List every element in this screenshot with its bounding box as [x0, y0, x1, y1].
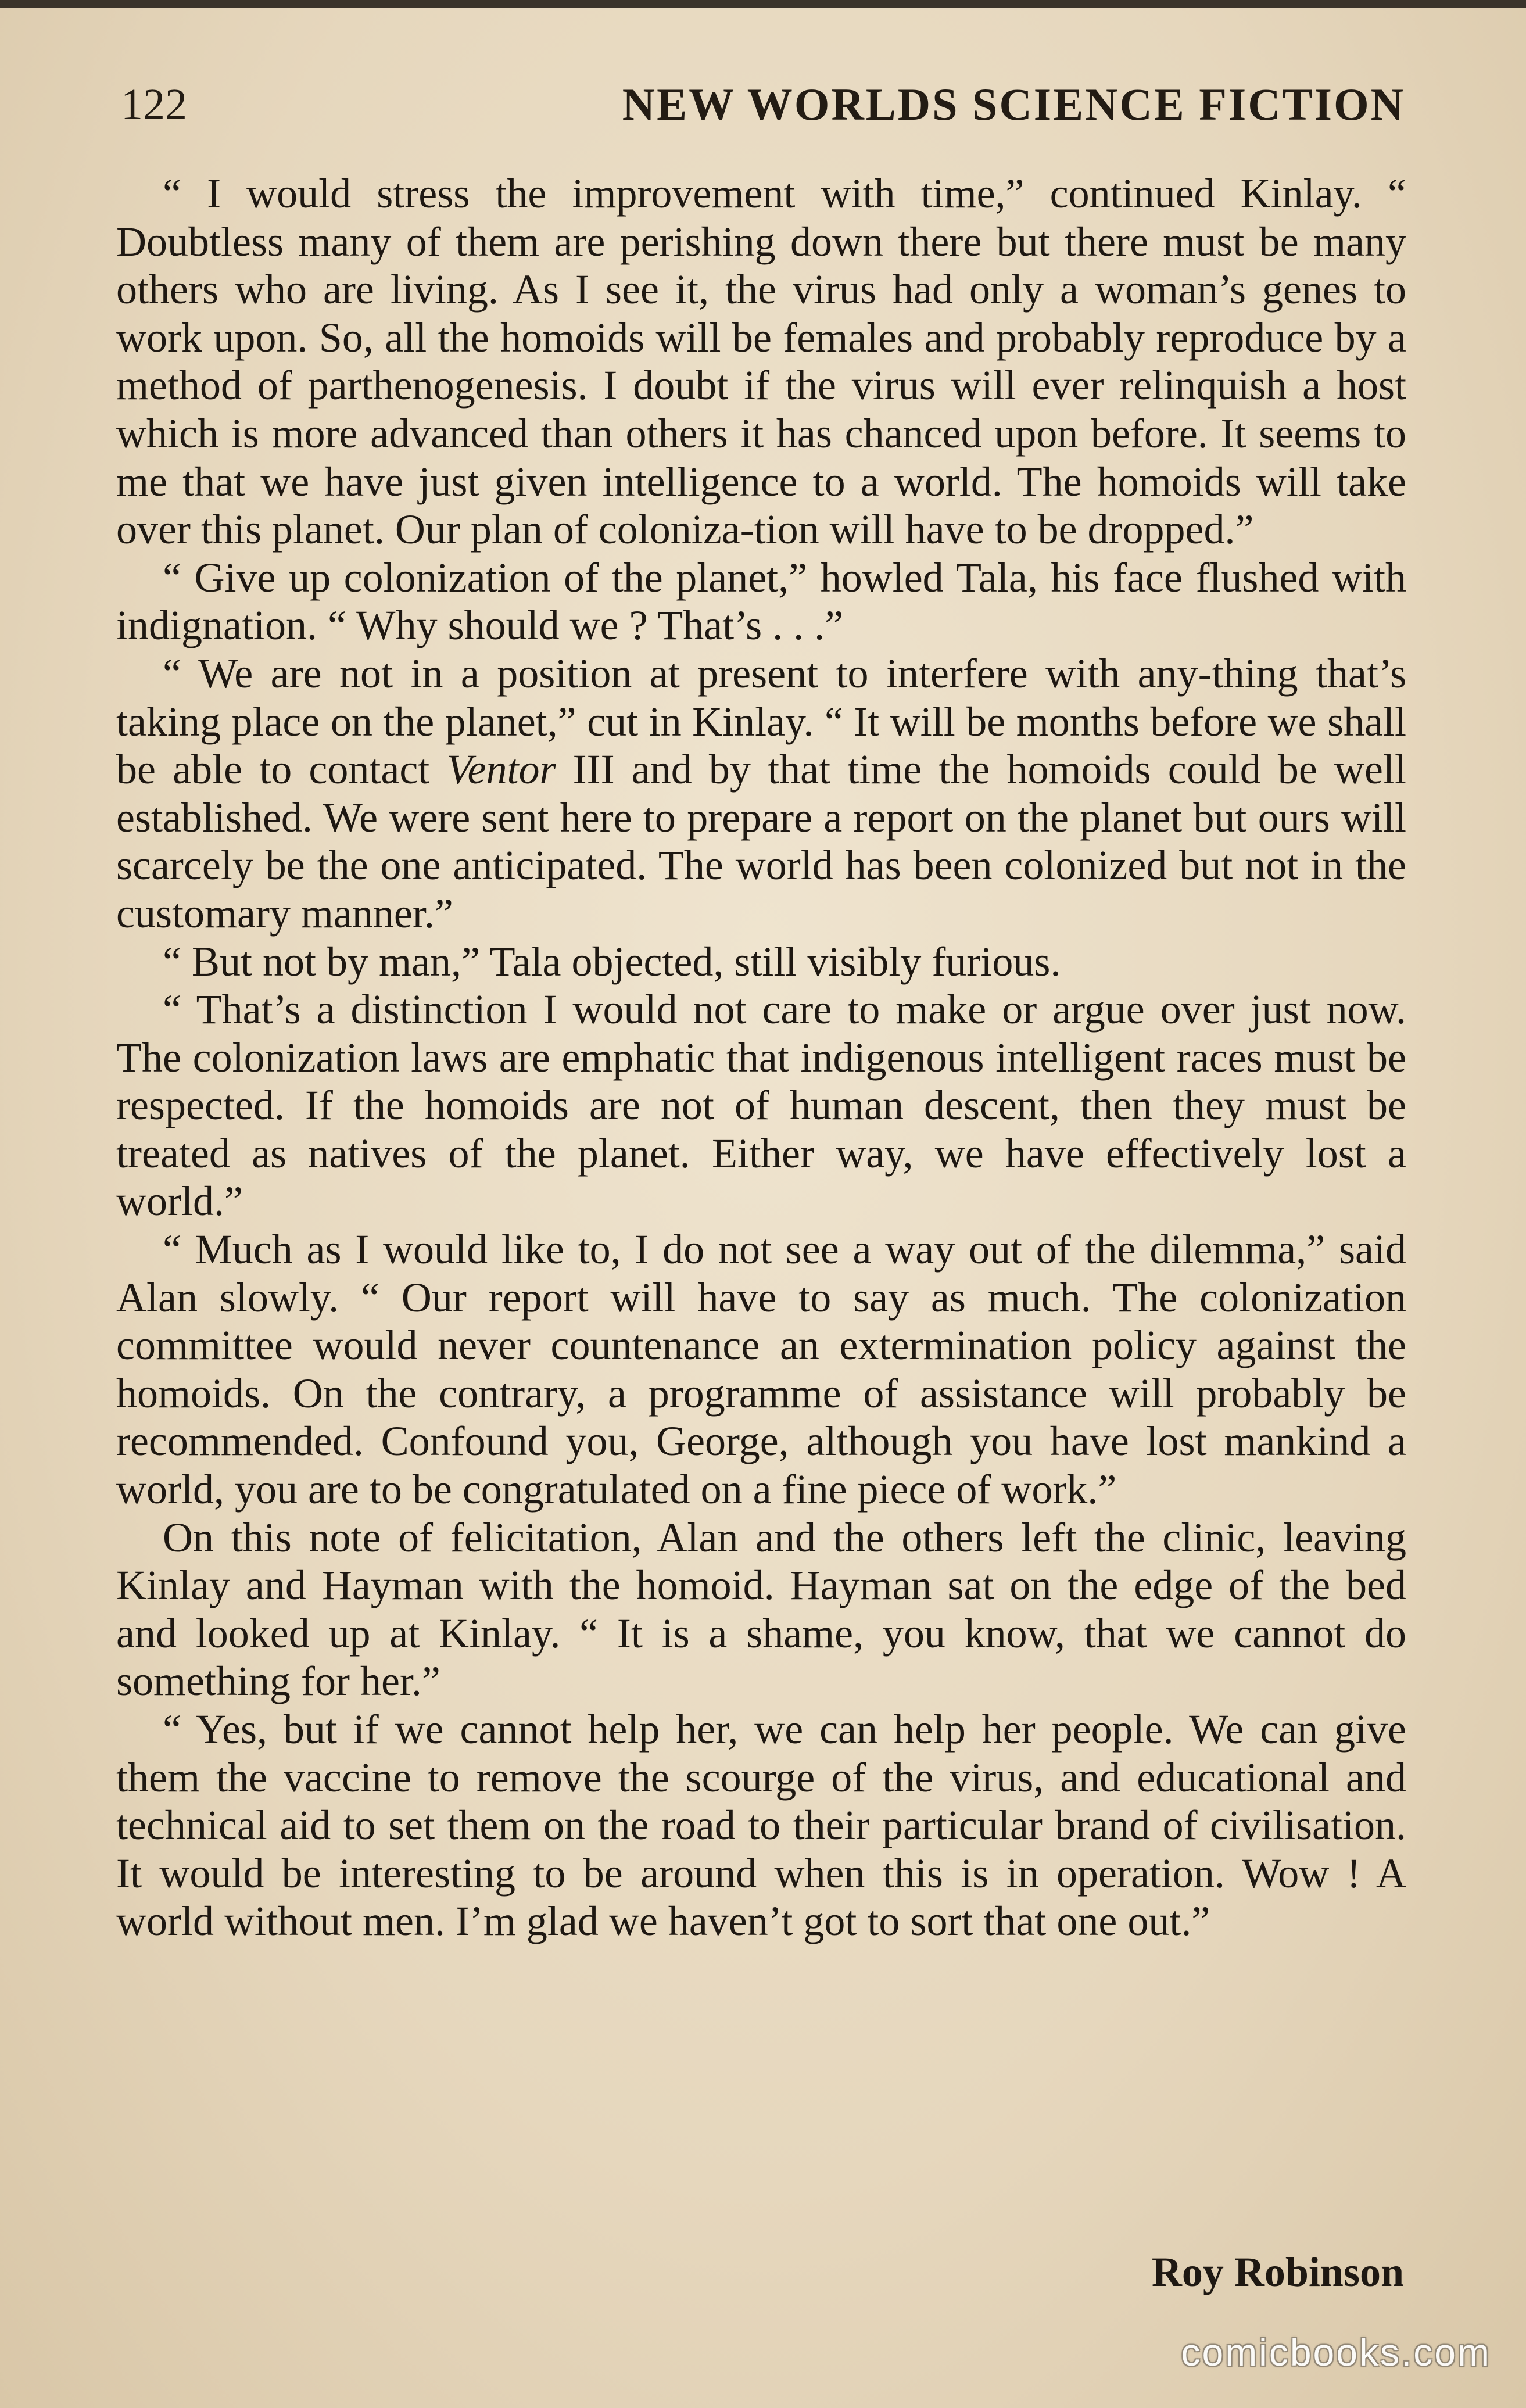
paragraph [116, 650, 1406, 938]
watermark: comicbooks.com [1181, 2331, 1491, 2374]
story-text [116, 170, 1406, 1945]
paragraph-text-after: III and by that time the homoids could be well established. We were sent here to prepare a report on the planet but ours will scarcely be the one anticipated. The world has been colonized but not in the customary manner.” [116, 746, 1407, 937]
paragraph: On this note of felicitation, Alan and the others left the clinic, leaving Kinlay and Hayman with the homoid. Hayman sat on the edge of the bed and looked up at Kinlay. “ It is a shame, you know, that we cannot do something for her.” [116, 1514, 1406, 1705]
paragraph: “ But not by man,” Tala objected, still visibly furious. [163, 938, 1061, 985]
author-signature: Roy Robinson [1151, 2249, 1404, 2295]
paragraph-text-before: “ We are not in a position at present to interfere with any-thing that’s taking place on the planet,” cut in Kinlay. “ It will be months before we shall be able to contact [116, 650, 1406, 793]
page-header [121, 70, 1405, 139]
running-title: NEW WORLDS SCIENCE FICTION [622, 79, 1405, 130]
paragraph: “ That’s a distinction I would not care to make or argue over just now. The colonization laws are emphatic that indigenous intelligent races must be respected. If the homoids are not of human descent, then they must be treated as natives of the planet. Either way, we have effectively lost a world.” [116, 986, 1406, 1225]
paragraph: “ I would stress the improvement with time,” continued Kinlay. “ Doubtless many of them are perishing down there but there must be many others who are living. As I see it, the virus had only a woman’s genes to work upon. So, all the homoids will be females and probably reproduce by a method of parthenogenesis. I doubt if the virus will ever relinquish a host which is more advanced than others it has chanced upon before. It seems to me that we have just given intelligence to a world. The homoids will take over this planet. Our plan of coloniza-tion will have to be dropped.” [116, 170, 1406, 553]
ship-name-italic: Ventor [446, 746, 556, 793]
page-number: 122 [121, 80, 187, 129]
paragraph: “ Much as I would like to, I do not see a way out of the dilemma,” said Alan slowly. “ Our report will have to say as much. The colonization committee would never countenance an extermination policy against the homoids. On the contrary, a programme of assistance will probably be recommended. Confound you, George, although you have lost mankind a world, you are to be congratulated on a fine piece of work.” [116, 1226, 1406, 1513]
page-top-edge [0, 0, 1526, 8]
paragraph: “ Yes, but if we cannot help her, we can help her people. We can give them the vaccine to remove the scourge of the virus, and educational and technical aid to set them on the road to their particular brand of civilisation. It would be interesting to be around when this is in operation. Wow ! A world without men. I’m glad we haven’t got to sort that one out.” [116, 1706, 1406, 1945]
paragraph: “ Give up colonization of the planet,” howled Tala, his face flushed with indignation. “ Why should we ? That’s . . .” [116, 554, 1406, 649]
